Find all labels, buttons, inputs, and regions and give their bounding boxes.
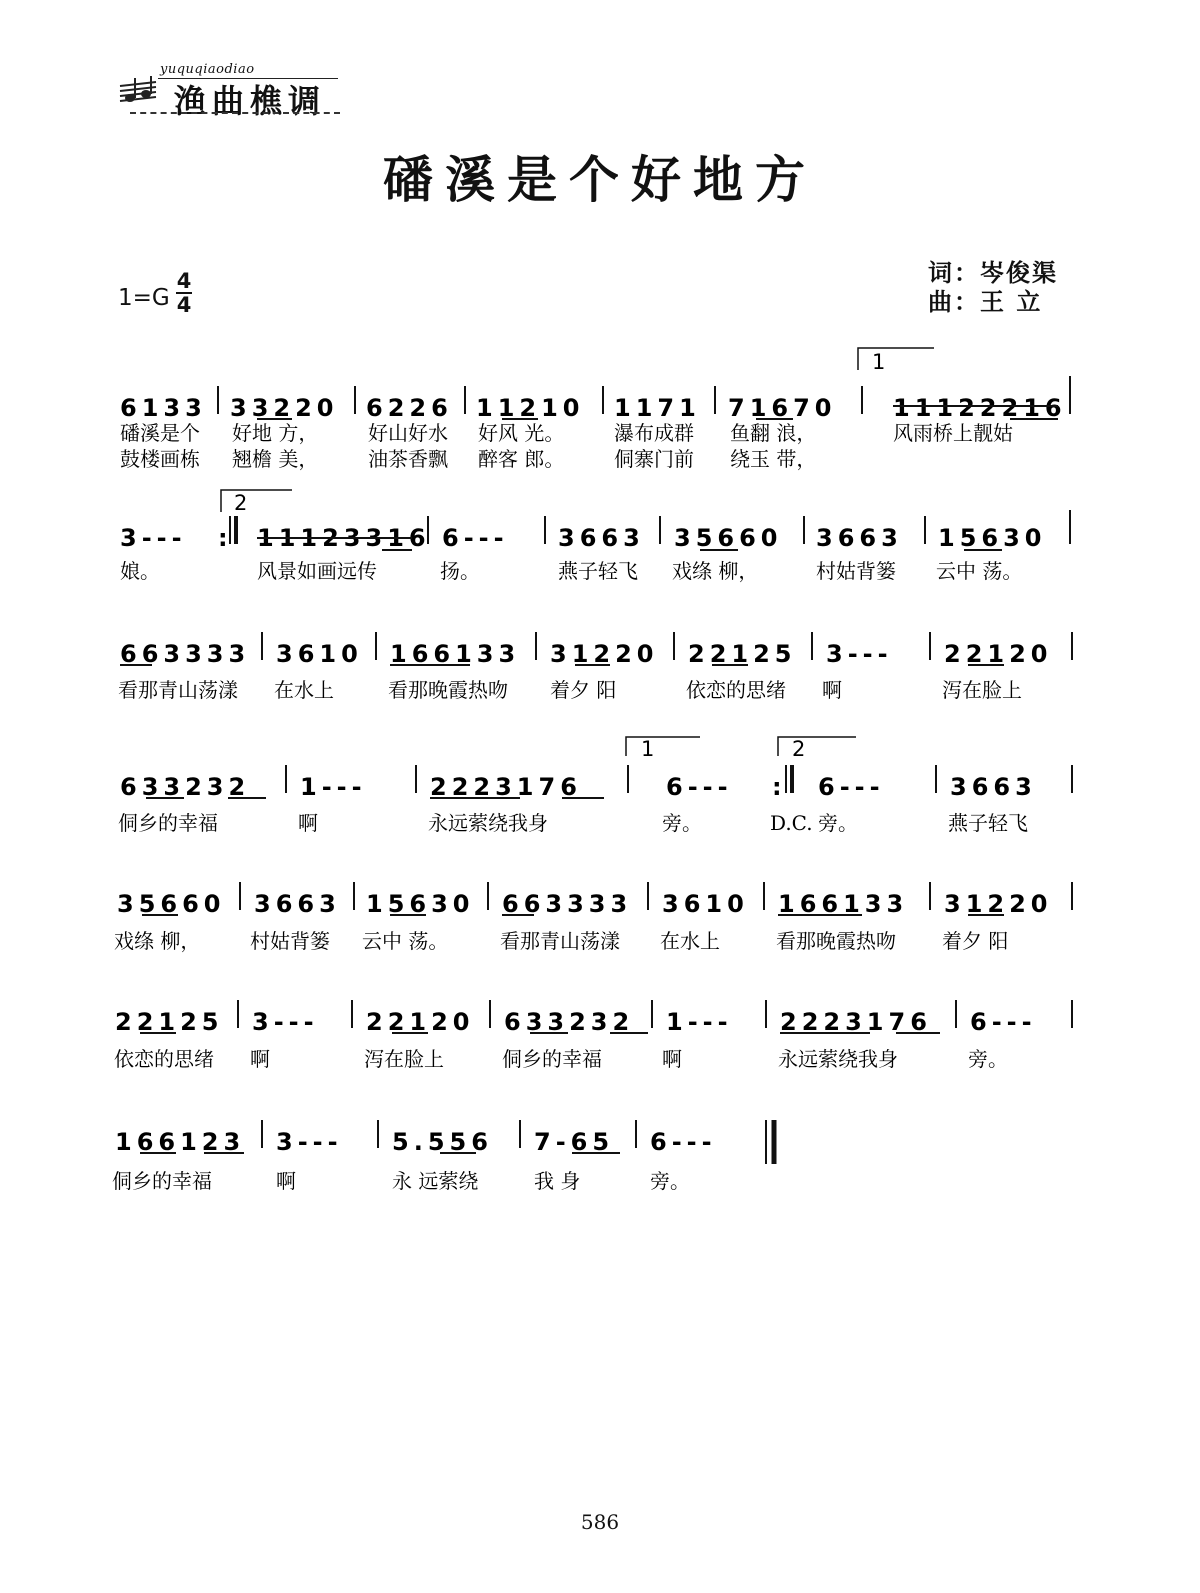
repeat-dots: : [772,773,787,801]
measure-notes: 6226 [366,394,453,422]
measure-notes: 2223176 [430,773,582,801]
page-number: 586 [580,1510,620,1534]
lyric: 我 身 [534,1169,581,1193]
measure-notes: 3663 [558,524,645,552]
lyric: 鱼翻 浪， [730,421,817,445]
measure-notes: 3--- [252,1008,319,1036]
system-1 [120,348,1070,471]
volta-number: 1 [641,737,655,761]
lyric: 着夕 阳 [942,929,1009,953]
measure-notes: 3663 [254,890,341,918]
system-2 [120,490,1070,583]
measure-notes: 11122216 [893,394,1067,422]
lyric: 扬。 [440,559,480,583]
lyric: 依恋的思绪 [114,1047,214,1071]
meter-bottom: 4 [176,293,192,317]
measure-notes: 6--- [818,773,885,801]
measure-notes: 71670 [728,394,837,422]
volta-bracket-2 [778,737,856,756]
measure-notes: 3--- [826,640,893,668]
lyric: 旁。 [818,811,858,835]
lyric: 泻在脸上 [942,678,1022,702]
measure-notes: 3663 [816,524,903,552]
lyric: 村姑背篓 [250,929,330,953]
lyric: 云中 荡。 [362,929,449,953]
logo-romanization: yuquqiaodiao [160,62,255,77]
measure-notes: 11210 [476,394,585,422]
logo-text: 渔曲樵调 [174,82,327,120]
lyric: 村姑背篓 [816,559,896,583]
measure-notes: 1--- [666,1008,733,1036]
lyric: 戏绦 柳， [114,929,201,953]
lyric: 啊 [276,1169,296,1193]
lyric: 油茶香飘 [368,447,448,471]
measure-notes: 11123316 [257,524,431,552]
system-5 [114,882,1072,953]
lyric: 在水上 [274,678,334,702]
measure-notes: 22125 [688,640,797,668]
measure-notes: 663333 [120,640,251,668]
measure-notes: 31220 [550,640,659,668]
lyric: 看那青山荡漾 [118,678,238,702]
lyric: 燕子轻飞 [558,559,638,583]
lyric: 泻在脸上 [364,1047,444,1071]
measure-notes: 166133 [390,640,521,668]
lyric: 着夕 阳 [550,678,617,702]
measure-notes: 35660 [117,890,226,918]
lyric: 娘。 [120,559,160,583]
da-capo-mark: D.C. [770,811,813,835]
volta-number: 2 [234,491,248,515]
repeat-dots: : [218,524,233,552]
lyric: 好地 方， [232,421,319,445]
measure-notes: 6--- [666,773,733,801]
volta-bracket-1 [626,737,700,756]
measure-notes: 6133 [120,394,207,422]
meter-top: 4 [176,269,192,293]
lyricist-credit: 词：岑俊渠 [928,258,1058,287]
lyric: 绕玉 带， [730,447,817,471]
lyric: 好风 光。 [478,421,565,445]
lyric: 旁。 [650,1169,690,1193]
lyric: 醉客 郎。 [478,447,565,471]
lyric: 看那晚霞热吻 [388,678,508,702]
lyric: 侗乡的幸福 [112,1169,212,1193]
measure-notes: 1--- [300,773,367,801]
lyric: 翘檐 美， [232,447,319,471]
lyric: 好山好水 [368,421,448,445]
system-4 [118,737,1072,835]
system-3 [118,632,1072,702]
measure-notes: 33220 [230,394,339,422]
measure-notes: 31220 [944,890,1053,918]
lyric: 看那晚霞热吻 [776,929,896,953]
volta-number: 2 [792,737,806,761]
lyric: 啊 [250,1047,270,1071]
lyric: 永远萦绕我身 [428,811,548,835]
measure-notes: 633232 [120,773,251,801]
volta-number: 1 [872,350,886,374]
measure-notes: 35660 [674,524,783,552]
lyric: 戏绦 柳， [672,559,759,583]
volta-bracket-2 [221,490,292,512]
measure-notes: 3610 [662,890,749,918]
lyric: 啊 [298,811,318,835]
lyric: 瀑布成群 [614,421,694,445]
lyric: 鼓楼画栋 [120,447,200,471]
lyric: 旁。 [968,1047,1008,1071]
lyric: 风雨桥上靓姑 [893,421,1013,445]
measure-notes: 3610 [276,640,363,668]
measure-notes: 3--- [276,1128,343,1156]
lyric: 侗乡的幸福 [118,811,218,835]
measure-notes: 15630 [938,524,1047,552]
measure-notes: 2223176 [780,1008,932,1036]
lyric: 侗乡的幸福 [502,1047,602,1071]
composer-credit: 曲：王 立 [928,287,1043,316]
measure-notes: 5.556 [392,1128,493,1156]
lyric: 云中 荡。 [936,559,1023,583]
measure-notes: 6--- [970,1008,1037,1036]
lyric: 旁。 [662,811,702,835]
measure-notes: 15630 [366,890,475,918]
measure-notes: 3--- [120,524,187,552]
measure-notes: 22125 [115,1008,224,1036]
measure-notes: 663333 [502,890,633,918]
measure-notes: 166123 [115,1128,246,1156]
lyric: 风景如画远传 [257,559,377,583]
volta-bracket-1 [858,348,934,370]
lyric: 永远萦绕我身 [778,1047,898,1071]
lyric: 燕子轻飞 [948,811,1028,835]
system-7 [112,1120,774,1193]
key-signature: 1=G [118,285,170,311]
measure-notes: 22120 [366,1008,475,1036]
lyric: 看那青山荡漾 [500,929,620,953]
measure-notes: 3663 [950,773,1037,801]
measure-notes: 6--- [442,524,509,552]
measure-notes: 7-65 [534,1128,615,1156]
lyric: 啊 [662,1047,682,1071]
measure-notes: 22120 [944,640,1053,668]
lyric: 在水上 [660,929,720,953]
lyric: 侗寨门前 [614,447,694,471]
measure-notes: 166133 [778,890,909,918]
measure-notes: 6--- [650,1128,717,1156]
system-6 [114,1000,1072,1071]
lyric: 依恋的思绪 [686,678,786,702]
lyric: 啊 [822,678,842,702]
measure-notes: 633232 [504,1008,635,1036]
song-title: 磻溪是个好地方 [383,150,817,209]
measure-notes: 1171 [614,394,701,422]
lyric: 永 远萦绕 [392,1169,479,1193]
lyric: 磻溪是个 [120,421,200,445]
